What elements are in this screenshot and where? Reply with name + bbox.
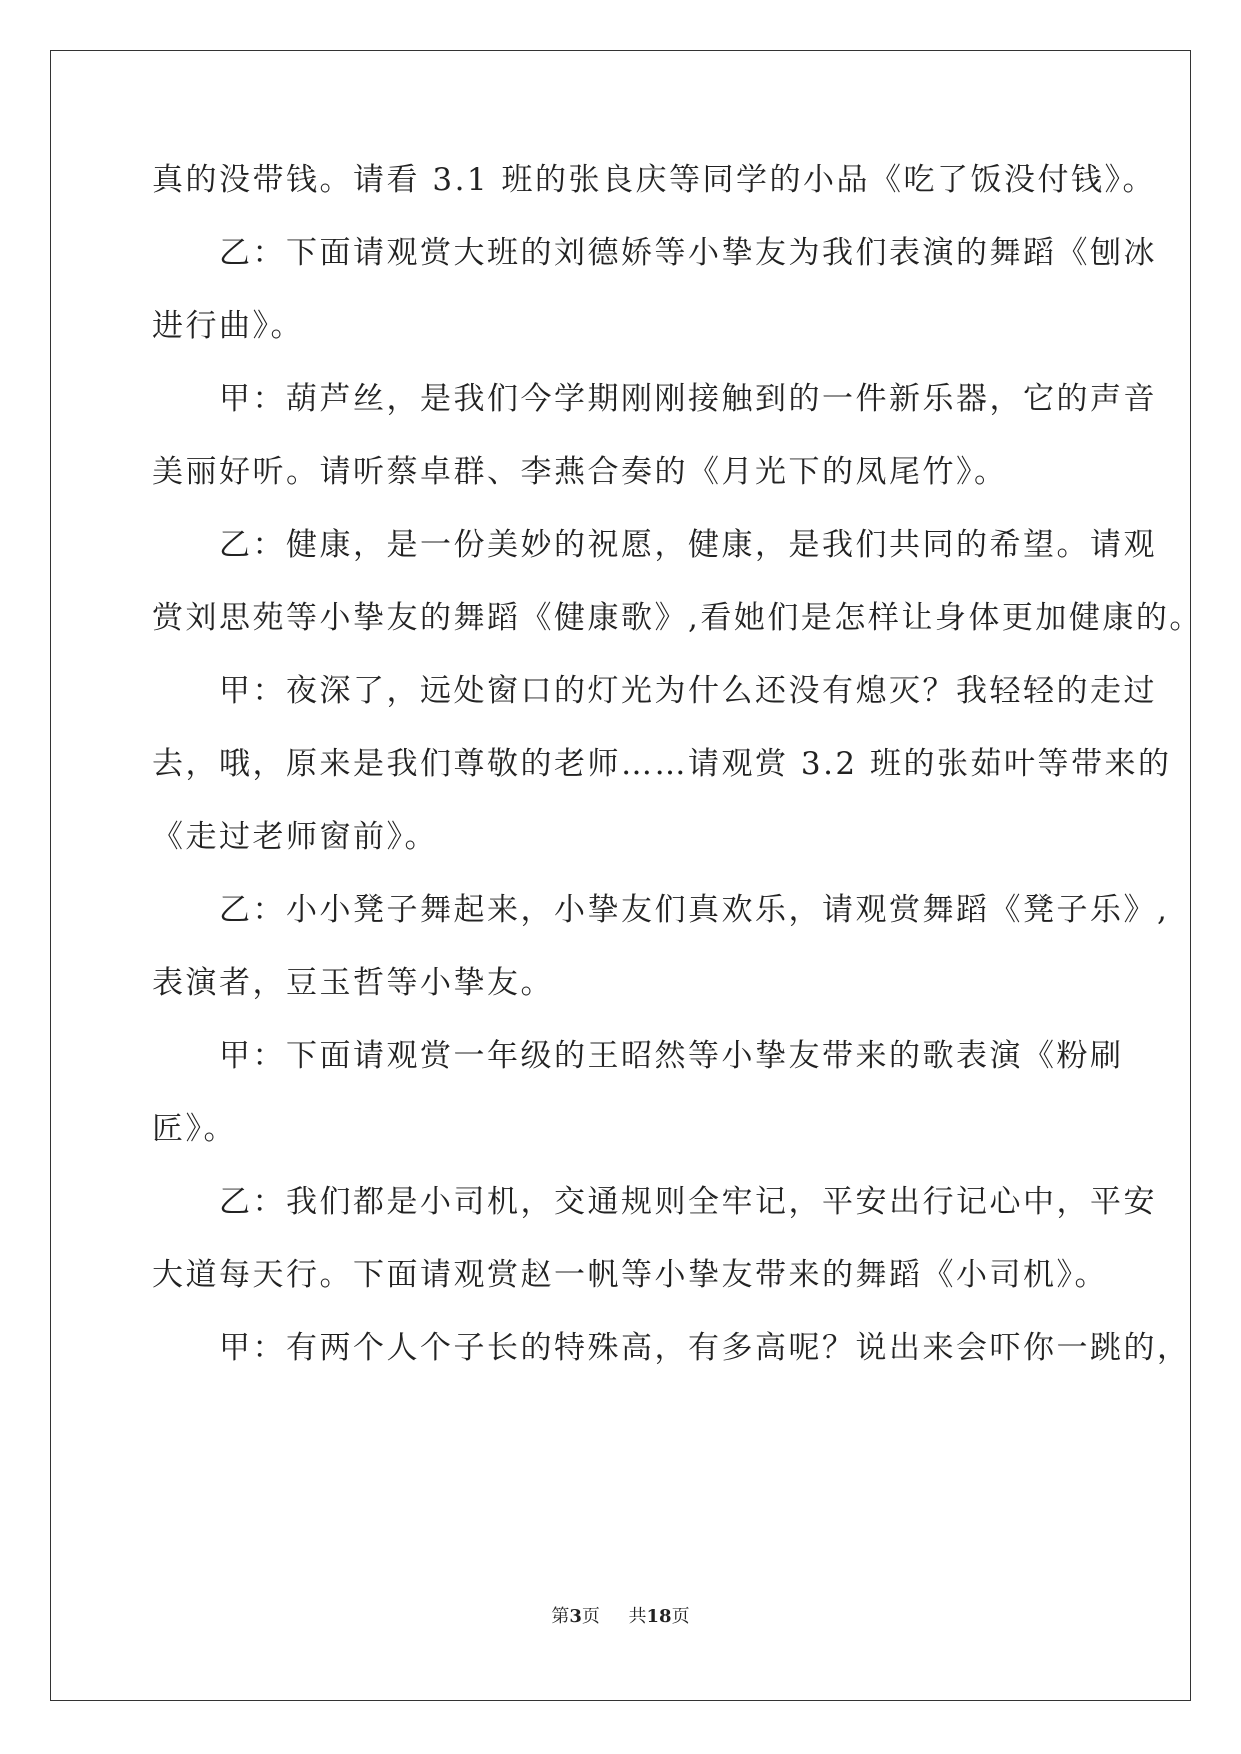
text-line: 美丽好听。请听蔡卓群、李燕合奏的《月光下的凤尾竹》。 <box>152 454 1008 490</box>
page-total-label: 共18页 <box>628 1606 690 1627</box>
text-line: 乙：健康，是一份美妙的祝愿，健康，是我们共同的希望。请观 <box>152 527 1157 563</box>
text-line: 《走过老师窗前》。 <box>152 819 438 855</box>
text-line: 去，哦，原来是我们尊敬的老师……请观赏 3.2 班的张茹叶等带来的 <box>152 746 1172 782</box>
text-line: 表演者，豆玉哲等小挚友。 <box>152 965 554 1001</box>
text-line: 真的没带钱。请看 3.1 班的张良庆等同学的小品《吃了饭没付钱》。 <box>152 162 1157 198</box>
text-line: 乙：下面请观赏大班的刘德娇等小挚友为我们表演的舞蹈《刨冰 <box>152 235 1157 271</box>
text-line: 甲：葫芦丝，是我们今学期刚刚接触到的一件新乐器，它的声音 <box>152 381 1157 417</box>
text-line: 乙：小小凳子舞起来，小挚友们真欢乐，请观赏舞蹈《凳子乐》, <box>152 892 1170 928</box>
text-line: 进行曲》。 <box>152 308 304 344</box>
text-line: 甲：下面请观赏一年级的王昭然等小挚友带来的歌表演《粉刷 <box>152 1038 1124 1074</box>
text-line: 赏刘思苑等小挚友的舞蹈《健康歌》,看她们是怎样让身体更加健康的。 <box>152 600 1203 636</box>
text-line: 乙：我们都是小司机，交通规则全牢记，平安出行记心中，平安 <box>152 1184 1157 1220</box>
page-number-label: 第3页 <box>551 1606 600 1627</box>
text-line: 甲：有两个人个子长的特殊高，有多高呢？说出来会吓你一跳的， <box>152 1330 1191 1366</box>
text-line: 匠》。 <box>152 1111 237 1147</box>
text-line: 甲：夜深了，远处窗口的灯光为什么还没有熄灭？我轻轻的走过 <box>152 673 1157 709</box>
page-footer <box>0 1602 1241 1628</box>
page-border <box>50 50 1203 1701</box>
text-line: 大道每天行。下面请观赏赵一帆等小挚友带来的舞蹈《小司机》。 <box>152 1257 1108 1293</box>
